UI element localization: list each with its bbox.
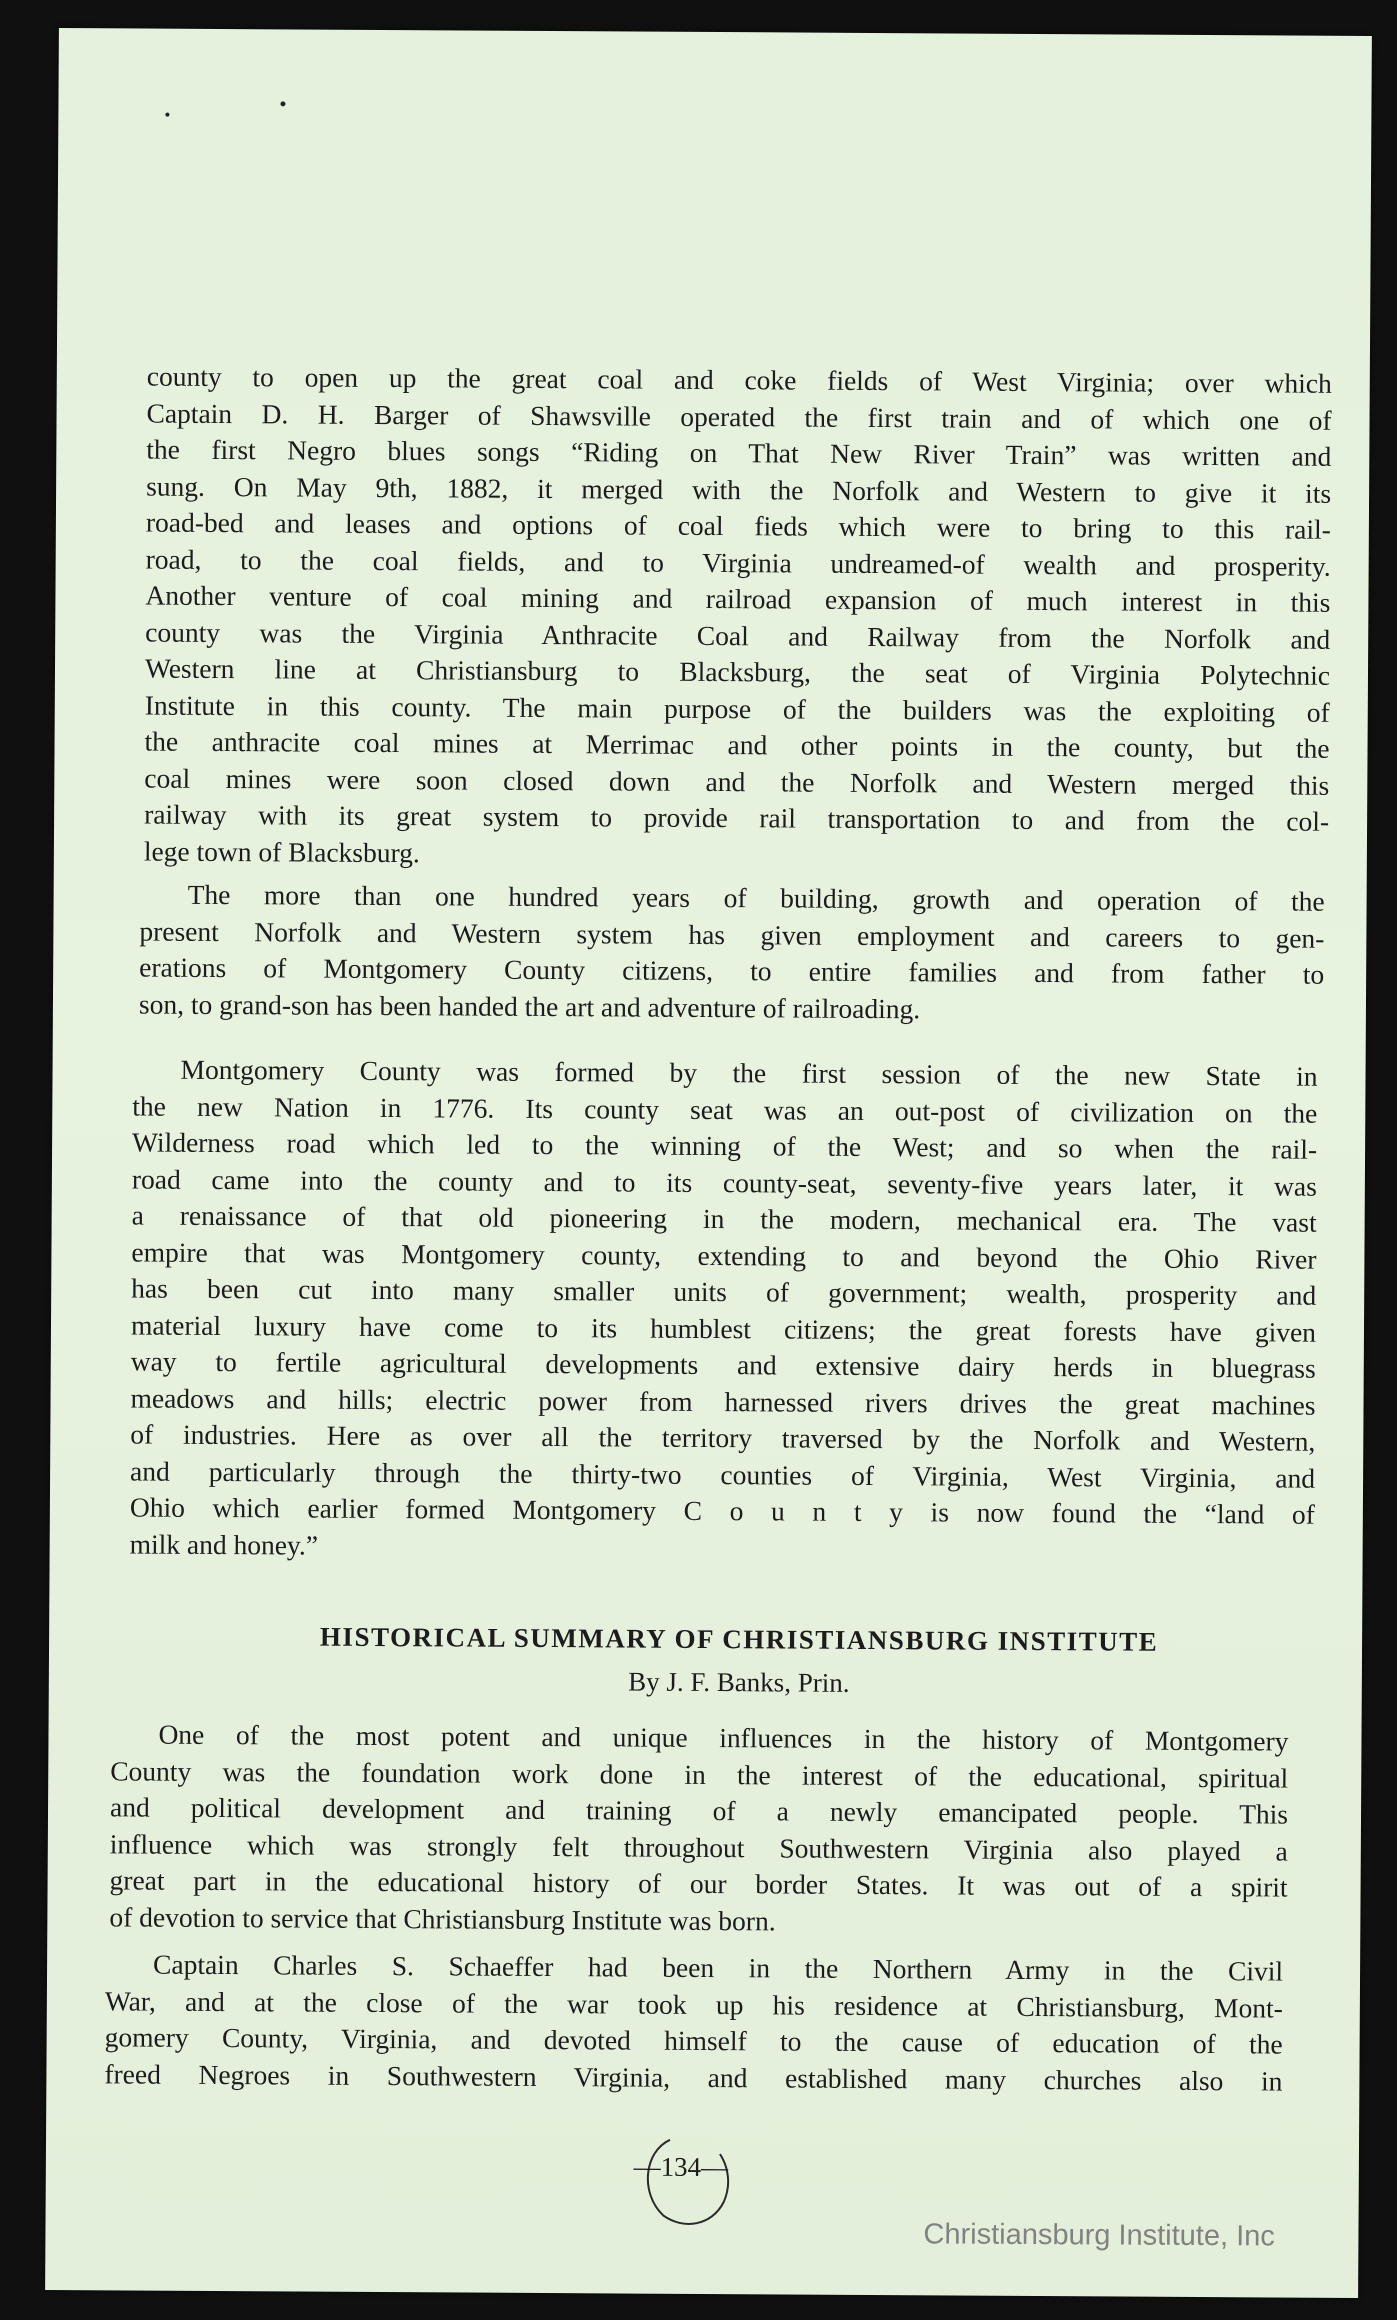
page-number: —134— — [633, 2151, 729, 2183]
text-line: sung. On May 9th, 1882, it merged with the Norfolk and Western to give it its — [146, 470, 1332, 509]
document-page — [45, 28, 1372, 2298]
text-line: One of the most potent and unique influences in the history of Montgomery — [158, 1718, 1289, 1757]
text-line: the anthracite coal mines at Merrimac and other points in the county, but the — [144, 725, 1330, 764]
text-line: freed Negroes in Southwestern Virginia, and established many churches also in — [104, 2057, 1283, 2097]
text-line: County was the foundation work done in the interest of the educational, spiritual — [110, 1754, 1289, 1794]
text-line: material luxury have come to its humblest citizens; the great forests have given — [130, 1308, 1317, 1348]
text-line: railway with its great system to provide rail transportation to and from the col- — [144, 798, 1330, 837]
text-line: Ohio which earlier formed Montgomery C o u n t y is now found the “land of — [129, 1491, 1315, 1530]
text-line: lege town of Blacksburg. — [143, 835, 420, 868]
text-line: erations of Montgomery County citizens, to entire families and from father to — [139, 951, 1325, 990]
text-line: son, to grand-son has been handed the art and adventure of railroading. — [138, 988, 921, 1024]
text-line: road, to the coal fields, and to Virginia undreamed-of wealth and prosperity. — [145, 543, 1331, 582]
text-line: Western line at Christiansburg to Blacksburg, the seat of Virginia Polytechnic — [144, 652, 1331, 691]
text-line: Wilderness road which led to the winning of the West; and so when the rail- — [132, 1126, 1318, 1165]
paragraph-schaeffer — [104, 1946, 1283, 2099]
text-line: Captain Charles S. Schaeffer had been in the Northern Army in the Civil — [153, 1948, 1284, 1987]
text-line: a renaissance of that old pioneering in the modern, mechanical era. The vast — [131, 1199, 1317, 1238]
paragraph-institute-influence — [109, 1716, 1288, 1942]
text-line: gomery County, Virginia, and devoted himself to the cause of education of the — [104, 2021, 1283, 2060]
text-line: way to fertile agricultural developments and extensive dairy herds in bluegrass — [130, 1345, 1316, 1384]
paragraph-employment — [139, 877, 1325, 1030]
text-line: War, and at the close of the war took up his residence at Christiansburg, Mont- — [104, 1984, 1283, 2024]
text-line: Another venture of coal mining and railroad expansion of much interest in this — [145, 579, 1331, 618]
text-line: county to open up the great coal and coke fields of West Virginia; over which — [146, 360, 1332, 399]
paragraph-railroad — [144, 359, 1332, 877]
watermark: Christiansburg Institute, Inc — [923, 2218, 1275, 2253]
text-line: coal mines were soon closed down and the Norfolk and Western merged this — [144, 762, 1330, 801]
speck-mark — [165, 113, 169, 117]
paragraph-montgomery-county — [130, 1051, 1318, 1569]
text-line: Captain D. H. Barger of Shawsville operated the first train and of which one of — [146, 397, 1332, 436]
text-line: Institute in this county. The main purpose of the builders was the exploiting of — [144, 689, 1330, 728]
text-line: milk and honey.” — [129, 1527, 319, 1561]
text-line: empire that was Montgomery county, extending to and beyond the Ohio River — [131, 1235, 1317, 1275]
text-line: has been cut into many smaller units of government; wealth, prosperity and — [131, 1272, 1317, 1311]
text-line: the new Nation in 1776. Its county seat was an out-post of civilization on the — [132, 1089, 1318, 1129]
text-line: road-bed and leases and options of coal fieds which were to bring to this rail- — [145, 506, 1331, 545]
text-line: meadows and hills; electric power from harnessed rivers drives the great machines — [130, 1381, 1316, 1421]
text-line: of devotion to service that Christiansburg Institute was born. — [109, 1900, 776, 1936]
text-line: present Norfolk and Western system has given employment and careers to gen- — [139, 915, 1325, 954]
text-line: Montgomery County was formed by the first session of the new State in — [180, 1053, 1318, 1092]
text-line: road came into the county and to its county-seat, seventy-five years later, it was — [131, 1162, 1317, 1202]
text-line: of industries. Here as over all the territory traversed by the Norfolk and Western, — [130, 1418, 1316, 1457]
text-line: the first Negro blues songs “Riding on That New River Train” was written and — [146, 433, 1332, 472]
text-line: The more than one hundred years of building, growth and operation of the — [187, 878, 1325, 917]
section-byline: By J. F. Banks, Prin. — [628, 1666, 850, 1698]
text-line: and particularly through the thirty-two counties of Virginia, West Virginia, and — [130, 1454, 1316, 1494]
section-heading: HISTORICAL SUMMARY OF CHRISTIANSBURG INSTITUTE — [319, 1621, 1159, 1657]
speck-mark — [280, 101, 285, 106]
text-line: county was the Virginia Anthracite Coal and Railway from the Norfolk and — [145, 616, 1331, 655]
text-line: and political development and training of a newly emancipated people. This — [109, 1791, 1289, 1830]
text-line: influence which was strongly felt throughout Southwestern Virginia also played a — [109, 1827, 1288, 1867]
text-line: great part in the educational history of our border States. It was out of a spirit — [109, 1864, 1288, 1903]
